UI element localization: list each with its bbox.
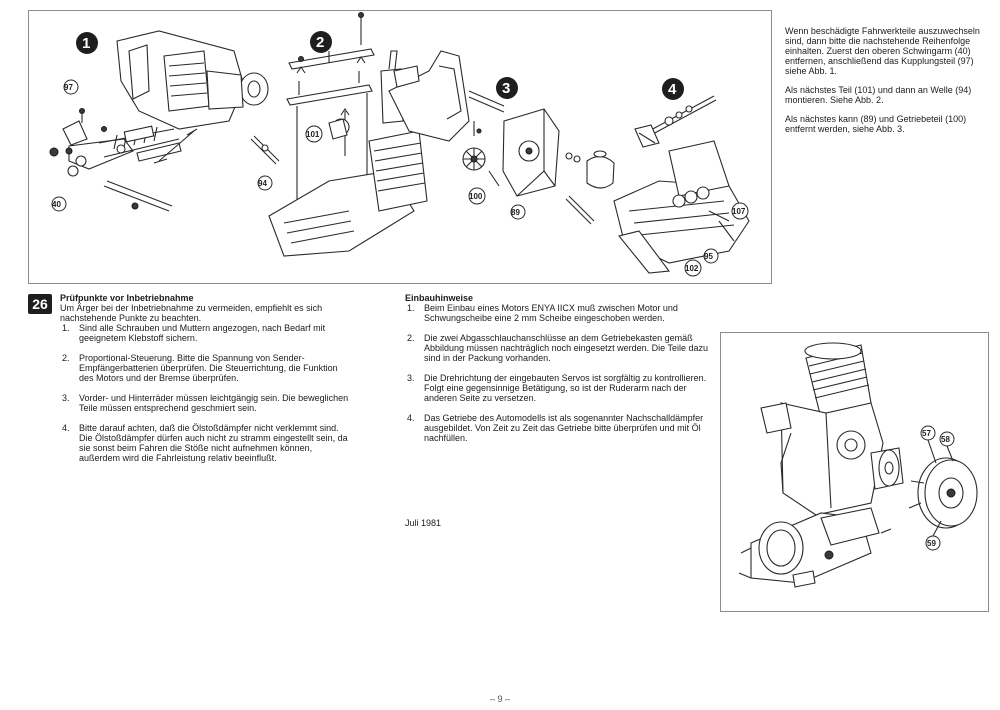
install-title: Einbauhinweise [405,293,474,303]
installation-notes [405,293,710,453]
section-title: Prüfpunkte vor Inbetriebnahme [60,293,194,303]
flywheel [909,458,977,528]
notes-paragraph-2: Als nächstes Teil (101) und dann an Welle (94) montieren. Siehe Abb. 2. [785,85,972,105]
part-label-101: 101 [306,130,320,139]
step-number-4: 4 [668,81,677,98]
part-label-107: 107 [732,207,746,216]
publication-date: Juli 1981 [405,518,442,528]
step1-assembly [50,31,268,211]
install-list [405,303,710,443]
step-number-3: 3 [502,80,511,97]
list-item: 1. Sind alle Schrauben und Muttern angezogen, nach Bedarf mit geeignetem Klebstoff sichern. [62,323,326,343]
list-item: 2. Die zwei Abgasschlauchanschlüsse an dem Getriebekasten gemäß Abbildung müssen nachträglich noch eingesetzt werden. Die Teile dazu sind in der Packung vorhanden. [407,333,709,363]
part-label-95: 95 [704,252,713,261]
part-label-59: 59 [927,539,936,548]
list-item: 3. Die Drehrichtung der eingebauten Servos ist sorgfältig zu kontrollieren. Folgt eine gegensinnige Betätigung, so ist der Ruderarm nach der anderen Seite zu versetzen. [407,373,707,403]
part-label-97: 97 [64,83,73,92]
disassembly-notes [785,26,990,143]
checks-list [60,323,350,463]
step-number-2: 2 [316,34,325,51]
step2-assembly [251,13,427,257]
list-item: 4. Bitte darauf achten, daß die Ölstoßdämpfer nicht verklemmt sind. Die Ölstoßdämpfer dürfen auch nicht zu stramm eingestellt sein, da sie sonst beim Fahren die Stöße nicht aufnehmen können, außerdem wird die Fahrleistung relativ beeinflußt. [62,423,348,463]
part-label-40: 40 [52,200,61,209]
page-number: – 9 – [490,694,511,704]
pre-operation-checks [60,293,350,473]
step-number-1: 1 [82,35,91,52]
engine-body [761,343,903,515]
list-item: 2. Proportional-Steuerung. Bitte die Spannung von Sender-Empfängerbatterien überprüfen. Die Steuerrichtung, die Funktion des Motors und der Bremse überprüfen. [62,353,338,383]
exploded-diagram-frame [28,10,772,284]
list-item: 3. Vorder- und Hinterräder müssen leichtgängig sein. Die beweglichen Teile müssen entsprechend geschmiert sein. [62,393,349,413]
section-intro: Um Ärger bei der Inbetriebnahme zu vermeiden, empfiehlt es sich nachstehende Punkte zu beachten. [60,303,323,323]
part-label-57: 57 [922,429,931,438]
part-label-89: 89 [511,208,520,217]
part-label-102: 102 [685,264,699,273]
engine-diagram [721,333,988,611]
clutch-carrier [739,508,891,587]
part-label-94: 94 [258,179,267,188]
exploded-diagram [29,11,771,283]
notes-paragraph-1: Wenn beschädigte Fahrwerkteile auszuwechseln sind, dann bitte die nachstehende Reihenfolge einhalten. Zuerst den oberen Schwingarm (40) entfernen, anschließend das Kupplungsteil (97) siehe Abb. 1. [785,26,980,76]
list-item: 4. Das Getriebe des Automodells ist als sogenannter Nachschalldämpfer ausgebildet. Von Zeit zu Zeit das Getriebe bitte überprüfen und mit Öl nachfüllen. [407,413,704,443]
engine-diagram-frame [720,332,989,612]
part-label-100: 100 [469,192,483,201]
notes-paragraph-3: Als nächstes kann (89) und Getriebeteil (100) entfernt werden, siehe Abb. 3. [785,114,967,134]
section-number-badge: 26 [28,294,52,314]
part-label-58: 58 [941,435,950,444]
list-item: 1. Beim Einbau eines Motors ENYA IICX muß zwischen Motor und Schwungscheibe eine 2 mm Scheibe eingeschoben werden. [407,303,678,323]
step4-assembly [614,96,749,273]
